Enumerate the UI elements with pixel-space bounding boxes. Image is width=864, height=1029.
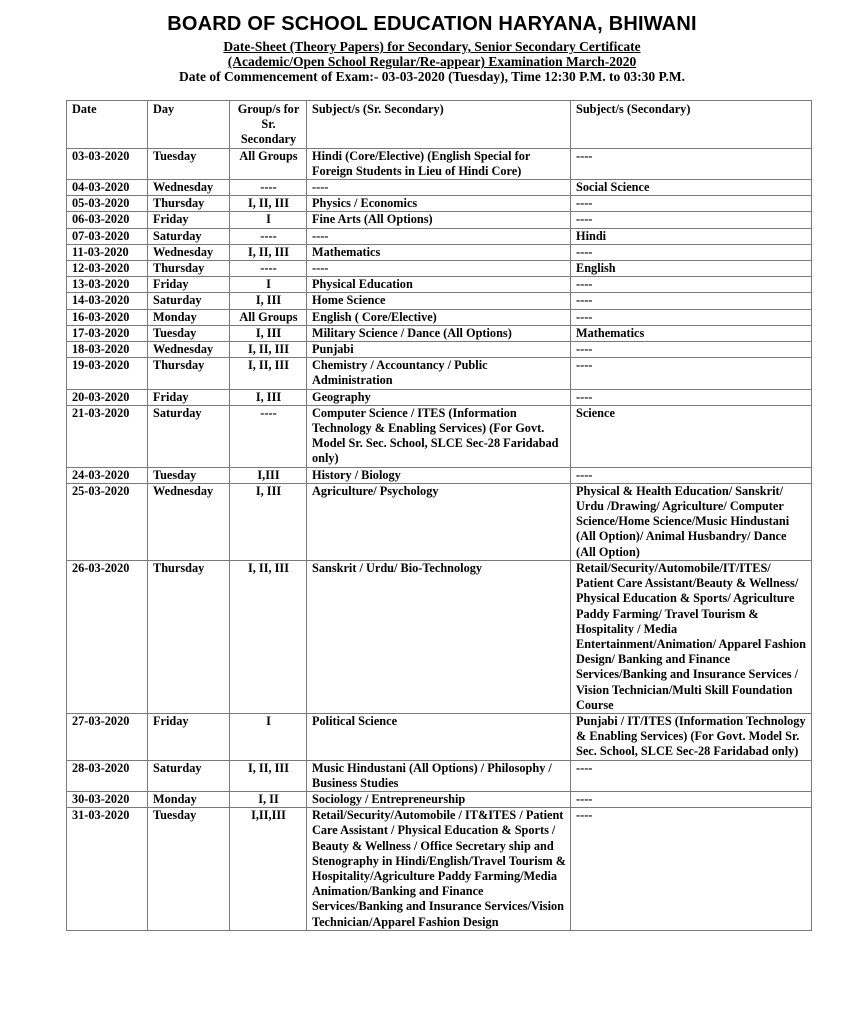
column-header-group: Group/s for Sr. Secondary — [230, 101, 307, 149]
cell-group: I,III — [230, 467, 307, 483]
cell-sec-subject: Physical & Health Education/ Sanskrit/ Urdu /Drawing/ Agriculture/ Computer Science/Home Science/Music Hindustani (All Option)/ Animal Husbandry/ Dance (All Option) — [571, 483, 812, 560]
cell-date: 07-03-2020 — [67, 228, 148, 244]
cell-day: Thursday — [148, 196, 230, 212]
cell-group: I, II — [230, 791, 307, 807]
cell-date: 19-03-2020 — [67, 358, 148, 389]
table-row — [67, 760, 812, 791]
cell-day: Thursday — [148, 261, 230, 277]
cell-day: Thursday — [148, 358, 230, 389]
table-row — [67, 560, 812, 713]
cell-sr-subject: Retail/Security/Automobile / IT&ITES / Patient Care Assistant / Physical Education & Sports / Beauty & Wellness / Office Secretary ship and Stenography in Hindi/English/Travel Tourism & Hospitality/Agriculture Paddy Farming/Media Animation/Banking and Finance Services/Banking and Insurance Services/Vision Technician/Apparel Fashion Design — [307, 808, 571, 931]
cell-day: Thursday — [148, 560, 230, 713]
cell-group: I, II, III — [230, 560, 307, 713]
cell-sec-subject: Hindi — [571, 228, 812, 244]
table-row — [67, 148, 812, 179]
cell-group: I — [230, 212, 307, 228]
cell-date: 13-03-2020 — [67, 277, 148, 293]
cell-day: Saturday — [148, 228, 230, 244]
column-header-day: Day — [148, 101, 230, 149]
cell-day: Friday — [148, 713, 230, 760]
cell-day: Friday — [148, 389, 230, 405]
cell-date: 26-03-2020 — [67, 560, 148, 713]
cell-group: I, II, III — [230, 760, 307, 791]
cell-group: ---- — [230, 261, 307, 277]
cell-sr-subject: Home Science — [307, 293, 571, 309]
cell-day: Tuesday — [148, 808, 230, 931]
cell-sec-subject: ---- — [571, 148, 812, 179]
cell-group: I, III — [230, 293, 307, 309]
table-row — [67, 325, 812, 341]
cell-sec-subject: ---- — [571, 293, 812, 309]
cell-sr-subject: Physics / Economics — [307, 196, 571, 212]
cell-group: I — [230, 277, 307, 293]
table-row — [67, 342, 812, 358]
table-row — [67, 358, 812, 389]
column-header-date: Date — [67, 101, 148, 149]
cell-day: Wednesday — [148, 180, 230, 196]
cell-group: All Groups — [230, 148, 307, 179]
cell-date: 05-03-2020 — [67, 196, 148, 212]
commencement-line: Date of Commencement of Exam:- 03-03-2020 (Tuesday), Time 12:30 P.M. to 03:30 P.M. — [178, 69, 686, 84]
table-row — [67, 389, 812, 405]
cell-day: Saturday — [148, 293, 230, 309]
document-header — [0, 13, 864, 84]
cell-group: ---- — [230, 180, 307, 196]
cell-sr-subject: History / Biology — [307, 467, 571, 483]
cell-date: 21-03-2020 — [67, 405, 148, 467]
cell-day: Saturday — [148, 405, 230, 467]
cell-sr-subject: Physical Education — [307, 277, 571, 293]
cell-group: I, II, III — [230, 196, 307, 212]
cell-day: Wednesday — [148, 342, 230, 358]
cell-date: 30-03-2020 — [67, 791, 148, 807]
cell-sr-subject: ---- — [307, 228, 571, 244]
cell-sr-subject: Computer Science / ITES (Information Technology & Enabling Services) (For Govt. Model Sr. Sec. School, SLCE Sec-28 Faridabad only) — [307, 405, 571, 467]
cell-sr-subject: ---- — [307, 261, 571, 277]
table-row — [67, 277, 812, 293]
cell-sec-subject: Science — [571, 405, 812, 467]
cell-group: ---- — [230, 228, 307, 244]
table-row — [67, 808, 812, 931]
cell-sec-subject: ---- — [571, 196, 812, 212]
table-row — [67, 483, 812, 560]
cell-group: I — [230, 713, 307, 760]
cell-day: Friday — [148, 212, 230, 228]
cell-date: 14-03-2020 — [67, 293, 148, 309]
cell-day: Wednesday — [148, 244, 230, 260]
table-row — [67, 228, 812, 244]
cell-date: 31-03-2020 — [67, 808, 148, 931]
table-row — [67, 261, 812, 277]
table-row — [67, 212, 812, 228]
table-header-row — [67, 101, 812, 149]
cell-day: Tuesday — [148, 325, 230, 341]
cell-sec-subject: ---- — [571, 277, 812, 293]
cell-sr-subject: English ( Core/Elective) — [307, 309, 571, 325]
column-header-sec-subjects: Subject/s (Secondary) — [571, 101, 812, 149]
cell-sr-subject: Fine Arts (All Options) — [307, 212, 571, 228]
cell-sr-subject: Geography — [307, 389, 571, 405]
table-row — [67, 309, 812, 325]
cell-sr-subject: Punjabi — [307, 342, 571, 358]
cell-sec-subject: ---- — [571, 467, 812, 483]
column-header-sr-subjects: Subject/s (Sr. Secondary) — [307, 101, 571, 149]
table-row — [67, 293, 812, 309]
table-row — [67, 467, 812, 483]
cell-group: ---- — [230, 405, 307, 467]
cell-sec-subject: English — [571, 261, 812, 277]
cell-sr-subject: Military Science / Dance (All Options) — [307, 325, 571, 341]
cell-sec-subject: ---- — [571, 342, 812, 358]
cell-sr-subject: Agriculture/ Psychology — [307, 483, 571, 560]
cell-sec-subject: Mathematics — [571, 325, 812, 341]
cell-group: I,II,III — [230, 808, 307, 931]
datesheet-subtitle: Date-Sheet (Theory Papers) for Secondary, Senior Secondary Certificate — [223, 39, 641, 54]
cell-group: I, II, III — [230, 358, 307, 389]
cell-date: 16-03-2020 — [67, 309, 148, 325]
cell-group: I, III — [230, 325, 307, 341]
table-row — [67, 180, 812, 196]
table-row — [67, 791, 812, 807]
cell-sec-subject: ---- — [571, 808, 812, 931]
cell-sec-subject: ---- — [571, 389, 812, 405]
cell-date: 28-03-2020 — [67, 760, 148, 791]
cell-day: Monday — [148, 791, 230, 807]
cell-sec-subject: ---- — [571, 791, 812, 807]
date-sheet-table — [66, 100, 812, 931]
cell-date: 24-03-2020 — [67, 467, 148, 483]
cell-day: Tuesday — [148, 148, 230, 179]
cell-date: 12-03-2020 — [67, 261, 148, 277]
exam-subtitle: (Academic/Open School Regular/Re-appear) Examination March-2020 — [227, 54, 637, 69]
cell-group: I, III — [230, 483, 307, 560]
board-title: BOARD OF SCHOOL EDUCATION HARYANA, BHIWANI — [167, 13, 697, 35]
table-row — [67, 713, 812, 760]
cell-sr-subject: Chemistry / Accountancy / Public Administration — [307, 358, 571, 389]
cell-sr-subject: Music Hindustani (All Options) / Philosophy / Business Studies — [307, 760, 571, 791]
cell-day: Monday — [148, 309, 230, 325]
cell-sec-subject: ---- — [571, 760, 812, 791]
cell-date: 11-03-2020 — [67, 244, 148, 260]
cell-sr-subject: Sanskrit / Urdu/ Bio-Technology — [307, 560, 571, 713]
cell-date: 04-03-2020 — [67, 180, 148, 196]
cell-day: Tuesday — [148, 467, 230, 483]
cell-sr-subject: Hindi (Core/Elective) (English Special for Foreign Students in Lieu of Hindi Core) — [307, 148, 571, 179]
cell-sec-subject: Retail/Security/Automobile/IT/ITES/ Patient Care Assistant/Beauty & Wellness/ Physical Education & Sports/ Agriculture Paddy Farming/ Travel Tourism & Hospitality / Media Entertainment/Animation/ Apparel Fashion Design/ Banking and Finance Services/Banking and Insurance Services / Vision Technician/Multi Skill Foundation Course — [571, 560, 812, 713]
cell-day: Saturday — [148, 760, 230, 791]
cell-sr-subject: ---- — [307, 180, 571, 196]
cell-date: 27-03-2020 — [67, 713, 148, 760]
cell-sec-subject: Punjabi / IT/ITES (Information Technology & Enabling Services) (For Govt. Model Sr. Sec. School, SLCE Sec-28 Faridabad only) — [571, 713, 812, 760]
cell-date: 17-03-2020 — [67, 325, 148, 341]
cell-day: Friday — [148, 277, 230, 293]
cell-day: Wednesday — [148, 483, 230, 560]
cell-group: I, II, III — [230, 244, 307, 260]
cell-sr-subject: Political Science — [307, 713, 571, 760]
cell-date: 25-03-2020 — [67, 483, 148, 560]
cell-sr-subject: Mathematics — [307, 244, 571, 260]
cell-sr-subject: Sociology / Entrepreneurship — [307, 791, 571, 807]
cell-date: 20-03-2020 — [67, 389, 148, 405]
cell-sec-subject: ---- — [571, 309, 812, 325]
cell-sec-subject: ---- — [571, 358, 812, 389]
table-row — [67, 196, 812, 212]
cell-date: 06-03-2020 — [67, 212, 148, 228]
cell-group: I, III — [230, 389, 307, 405]
cell-sec-subject: Social Science — [571, 180, 812, 196]
table-row — [67, 405, 812, 467]
cell-date: 03-03-2020 — [67, 148, 148, 179]
cell-group: All Groups — [230, 309, 307, 325]
cell-group: I, II, III — [230, 342, 307, 358]
cell-sec-subject: ---- — [571, 212, 812, 228]
cell-date: 18-03-2020 — [67, 342, 148, 358]
table-row — [67, 244, 812, 260]
cell-sec-subject: ---- — [571, 244, 812, 260]
